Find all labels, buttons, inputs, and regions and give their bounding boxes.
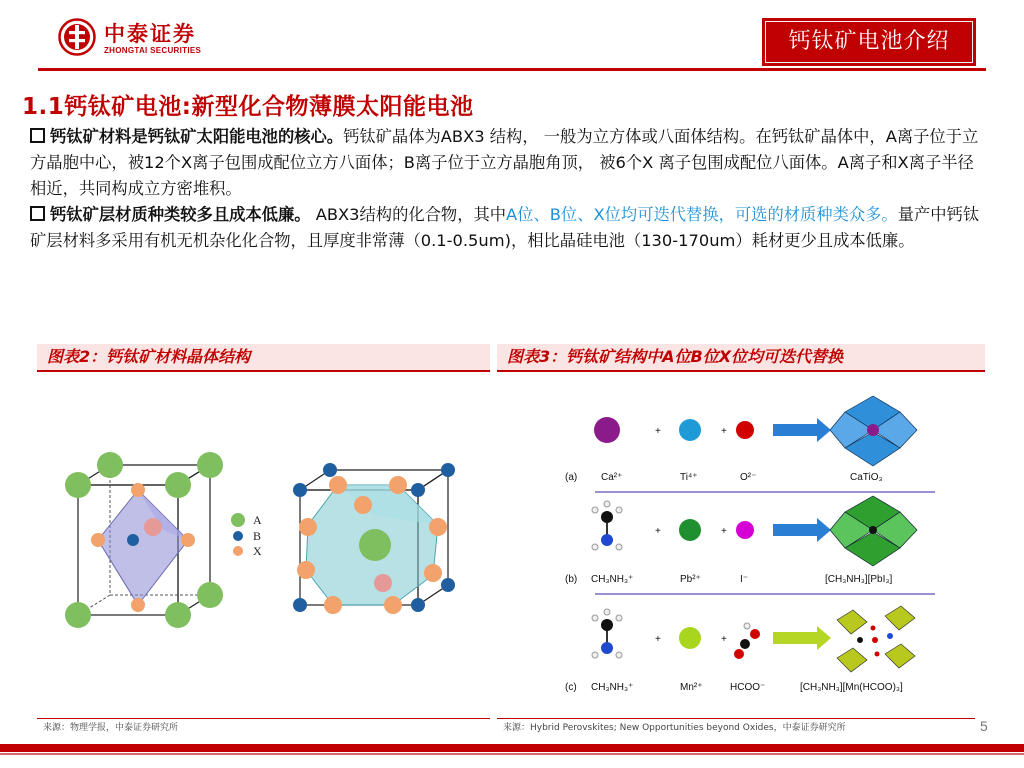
paragraph-2-lead: 钙钛矿层材质种类较多且成本低廉。 [50,205,311,224]
figure-left-caption: 图表2：钙钛矿材料晶体结构 [47,347,251,366]
row-a-ion-3: O²⁻ [740,472,757,483]
row-b-ion-1: CH₃NH₃⁺ [591,574,634,585]
row-a-ion-1: Ca²⁺ [601,472,623,483]
logo-text-cn: 中泰证券 [104,22,196,46]
row-a-tag: (a) [565,472,578,483]
paragraph-2 [30,202,985,254]
figure-right-caption: 图表3：钙钛矿结构中A位B位X位均可迭代替换 [507,347,844,366]
legend-label-a: A [253,513,262,527]
row-b-ion-2: Pb²⁺ [680,574,701,585]
row-c-ion-3: HCOO⁻ [730,682,766,693]
body-text [30,124,985,254]
row-b-ion-3: I⁻ [740,574,749,585]
figure-right-source [497,718,975,739]
section-title-box [762,18,976,66]
row-c-tag: (c) [565,682,577,693]
svg-text:+: + [721,526,727,537]
legend-label-b: B [253,529,262,543]
figure-right-source-text: 来源：Hybrid Perovskites; New Opportunities beyond Oxides，中泰证券研究所 [503,723,846,733]
figure-left-source-text: 来源：物理学报，中泰证券研究所 [43,723,179,733]
footer-divider-thin [0,753,1024,755]
octahedra-cluster-a [830,396,917,466]
header-divider [38,68,986,71]
row-a-product: CaTiO₃ [850,472,883,483]
checkbox-bullet-icon [30,206,45,221]
company-logo [58,16,218,60]
svg-text:+: + [655,634,661,645]
svg-text:+: + [655,426,661,437]
logo-mark-icon [58,18,96,56]
crystal-structure-figure [38,445,478,645]
svg-text:+: + [721,634,727,645]
figure-left-source [37,718,490,739]
substitution-figure [555,392,975,704]
octahedra-cluster-c [837,606,915,672]
octahedra-cluster-b [830,496,917,566]
figure-legend [231,513,262,558]
paragraph-1-text: 钙钛矿晶体为ABX3 结构， 一般为立方体或八面体结构。在钙钛矿晶体中，A离子位于立方晶胞中心，被12个X离子包围成配位立方八面体；B离子位于立方晶胞角顶， 被6个X 离子包围成配位八面体。A离子和X离子半径相近，共同构成立方密堆积。 [30,127,979,198]
paragraph-1 [30,124,985,202]
section-title: 钙钛矿电池介绍 [788,29,950,54]
cuboctahedron-diagram [293,463,455,614]
slide-title: 1.1钙钛矿电池:新型化合物薄膜太阳能电池 [22,94,474,120]
figure-left-caption-bar [37,344,490,372]
figure-right-caption-bar [497,344,985,372]
row-b-product: [CH₃NH₃][PbI₃] [825,574,893,585]
paragraph-2-highlight: A位、B位、X位均可迭代替换，可选的材质种类众多。 [506,205,898,224]
page-number: 5 [980,718,988,734]
row-b [565,496,935,594]
checkbox-bullet-icon [30,128,45,143]
paragraph-1-lead: 钙钛矿材料是钙钛矿太阳能电池的核心。 [50,127,344,146]
row-a-ion-2: Ti⁴⁺ [680,472,698,483]
row-c-product: [CH₃NH₃][Mn(HCOO)₃] [800,682,903,693]
row-c-ion-1: CH₃NH₃⁺ [591,682,634,693]
row-c [565,606,915,693]
svg-text:+: + [655,526,661,537]
cube-octahedron-diagram [65,452,223,628]
paragraph-2-text-b: 量产中钙钛矿层材料多采用有机无机杂化化合物，且厚度非常薄（0.1-0.5um)，相比晶硅电池（130-170um）耗材更少且成本低廉。 [30,205,980,250]
row-a [565,396,935,492]
svg-text:+: + [721,426,727,437]
row-c-ion-2: Mn²⁺ [680,682,703,693]
logo-text-en: ZHONGTAI SECURITIES [104,46,202,55]
paragraph-2-text-a: ABX3结构的化合物，其中 [310,205,507,224]
legend-label-x: X [253,544,262,558]
footer-divider [0,744,1024,752]
row-b-tag: (b) [565,574,578,585]
